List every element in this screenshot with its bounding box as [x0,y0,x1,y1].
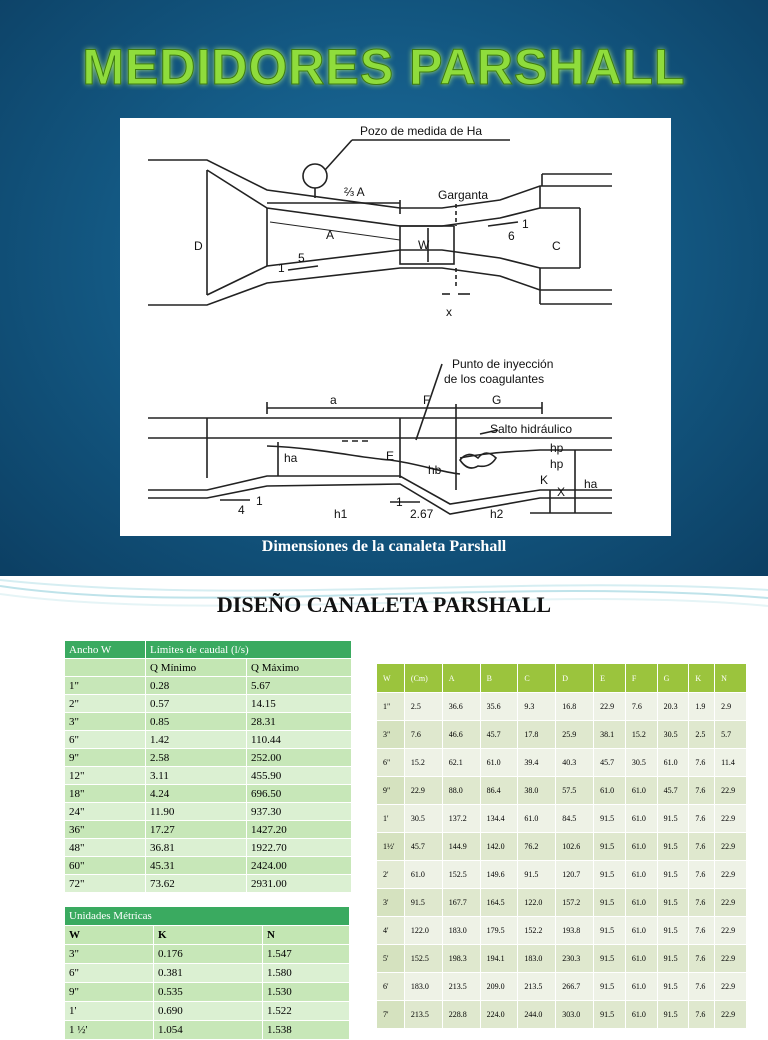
table-cell: 38.1 [594,721,626,749]
table-cell: 7.6 [689,861,715,889]
table-row [65,821,352,839]
table-cell: 45.7 [594,749,626,777]
table-cell: 36.6 [442,693,480,721]
table-cell: 198.3 [442,945,480,973]
table-cell: 0.85 [146,713,247,731]
header-cell: E [594,664,626,693]
table-cell: 14.15 [247,695,352,713]
table-cell: 48" [65,839,146,857]
parshall-diagram-svg [120,118,671,536]
table-cell: 120.7 [556,861,594,889]
table-cell: 7' [377,1001,405,1029]
table-cell: 36.81 [146,839,247,857]
metric-units-table [64,906,350,1040]
table-cell: 1½' [377,833,405,861]
table-cell: 152.2 [518,917,556,945]
table-title-row [65,907,350,926]
table-cell: 144.9 [442,833,480,861]
table-row [377,693,747,721]
table-cell: 25.9 [556,721,594,749]
table-cell: 22.9 [715,917,747,945]
table-cell: 7.6 [689,1001,715,1029]
table-cell: 22.9 [594,693,626,721]
table-cell: 91.5 [657,945,689,973]
table-cell: 40.3 [556,749,594,777]
table-cell: 179.5 [480,917,518,945]
table-cell: 157.2 [556,889,594,917]
table-cell: 2.58 [146,749,247,767]
metric-table-title: Unidades Métricas [65,907,350,926]
table-cell: 1.580 [263,964,350,983]
diagram-label-garganta: Garganta [438,188,489,202]
diagram-label-a-small: a [330,393,337,407]
table-row [377,861,747,889]
table-cell: 18" [65,785,146,803]
diagram-label-four: 4 [238,503,245,517]
design-title: DISEÑO CANALETA PARSHALL [216,592,552,617]
diagram-label-d: D [194,239,203,253]
table-cell: 22.9 [715,945,747,973]
table-row [65,785,352,803]
table-cell: 7.6 [689,805,715,833]
table-cell: 6" [377,749,405,777]
table-cell: 45.7 [480,721,518,749]
table-cell: 2.9 [715,693,747,721]
table-row [65,964,350,983]
diagram-label-two-thirds-a: ⅔ A [344,185,365,199]
table-cell: 7.6 [689,749,715,777]
header-w: W [65,926,154,945]
header-ancho-w: Ancho W [65,641,146,659]
table-cell: 1.522 [263,1002,350,1021]
table-cell: 61.0 [625,1001,657,1029]
table-cell: 61.0 [518,805,556,833]
table-cell: 167.7 [442,889,480,917]
table-cell: 61.0 [404,861,442,889]
table-cell: 455.90 [247,767,352,785]
header-cell: N [715,664,747,693]
dimensions-table-body [377,664,747,1029]
diagram-label-pozo: Pozo de medida de Ha [360,124,483,138]
table-cell: 5.67 [247,677,352,695]
diagram-label-g: G [492,393,502,407]
diagram-label-c: C [552,239,561,253]
dimensions-table [376,663,747,1029]
header-cell: K [689,664,715,693]
table-cell: 1.054 [154,1021,263,1040]
table-cell: 35.6 [480,693,518,721]
diagram-label-h2: h2 [490,507,504,521]
table-cell: 0.57 [146,695,247,713]
table-cell: 149.6 [480,861,518,889]
diagram-label-f: F [423,393,431,407]
table-cell: 61.0 [594,777,626,805]
diagram-label-one-mid: 1 [396,495,403,509]
table-cell: 30.5 [404,805,442,833]
table-cell: 1 ½' [65,1021,154,1040]
slide-title: MEDIDORES PARSHALL [82,39,686,95]
table-cell: 7.6 [689,777,715,805]
table-cell: 22.9 [715,777,747,805]
table-cell: 61.0 [625,861,657,889]
diagram-label-h1: h1 [334,507,348,521]
diagram-label-e: E [386,449,395,463]
table-row [377,1001,747,1029]
table-cell: 91.5 [657,889,689,917]
table-cell: 45.7 [404,833,442,861]
table-cell: 12" [65,767,146,785]
table-cell: 45.31 [146,857,247,875]
table-cell: 61.0 [625,889,657,917]
table-row [377,945,747,973]
table-cell: 39.4 [518,749,556,777]
table-cell: 102.6 [556,833,594,861]
table-cell: 4' [377,917,405,945]
diagram-label-x2: X [557,485,566,499]
table-cell: 2" [65,695,146,713]
table-cell: 91.5 [657,1001,689,1029]
table-cell: 252.00 [247,749,352,767]
caudal-table-body [65,677,352,893]
table-cell: 0.381 [154,964,263,983]
table-cell: 2424.00 [247,857,352,875]
table-cell: 61.0 [625,917,657,945]
table-cell: 22.9 [404,777,442,805]
header-k: K [154,926,263,945]
table-cell: 91.5 [594,889,626,917]
table-row [377,973,747,1001]
diagram-label-hp-1: hp [550,441,564,455]
table-cell: 9" [65,749,146,767]
table-cell: 72" [65,875,146,893]
header-cell: W [377,664,405,693]
header-cell: F [625,664,657,693]
table-cell: 61.0 [625,833,657,861]
diagram-label-slope-6: 6 [508,229,515,243]
table-cell: 3" [65,713,146,731]
table-cell: 3" [377,721,405,749]
table-cell: 244.0 [518,1001,556,1029]
diagram-label-one-left: 1 [256,494,263,508]
table-cell: 2.5 [689,721,715,749]
diagram-label-salto: Salto hidráulico [490,422,573,436]
table-cell: 303.0 [556,1001,594,1029]
table-cell: 73.62 [146,875,247,893]
table-cell: 38.0 [518,777,556,805]
diagram-label-a-big: A [326,228,335,242]
table-cell: 76.2 [518,833,556,861]
table-cell: 9.3 [518,693,556,721]
diagram-label-slope-1b: 1 [522,217,529,231]
table-cell: 230.3 [556,945,594,973]
diagram-label-hp-2: hp [550,457,564,471]
table-header-row [65,641,352,659]
diagram-label-x: x [446,305,452,319]
header-qmax: Q Máximo [247,659,352,677]
table-cell: 46.6 [442,721,480,749]
table-subheader-row [65,659,352,677]
table-cell: 20.3 [657,693,689,721]
table-row [65,713,352,731]
table-cell: 2.5 [404,693,442,721]
table-cell: 1.547 [263,945,350,964]
table-cell: 86.4 [480,777,518,805]
parshall-diagram [120,118,671,536]
table-cell: 61.0 [625,973,657,1001]
table-row [65,1002,350,1021]
diagram-label-punto-1: Punto de inyección [452,357,554,371]
diagram-label-two67: 2.67 [410,507,434,521]
table-cell: 3.11 [146,767,247,785]
table-cell: 193.8 [556,917,594,945]
table-cell: 164.5 [480,889,518,917]
table-row [65,749,352,767]
table-cell: 134.4 [480,805,518,833]
table-cell: 7.6 [689,917,715,945]
diagram-label-slope-5: 5 [298,251,305,265]
table-cell: 22.9 [715,973,747,1001]
table-cell: 3' [377,889,405,917]
table-cell: 22.9 [715,833,747,861]
table-cell: 91.5 [594,805,626,833]
table-row [65,677,352,695]
table-cell: 11.4 [715,749,747,777]
diagram-label-w: W [418,238,430,252]
table-cell: 91.5 [594,861,626,889]
table-cell: 122.0 [518,889,556,917]
table-cell: 1.42 [146,731,247,749]
table-cell: 24" [65,803,146,821]
table-cell: 0.176 [154,945,263,964]
table-cell: 36" [65,821,146,839]
table-cell: 6' [377,973,405,1001]
header-blank [65,659,146,677]
header-cell: (Cm) [404,664,442,693]
table-cell: 88.0 [442,777,480,805]
table-row [377,889,747,917]
header-cell: C [518,664,556,693]
table-cell: 30.5 [657,721,689,749]
diagram-label-punto-2: de los coagulantes [444,372,545,386]
table-cell: 91.5 [657,833,689,861]
table-cell: 91.5 [657,973,689,1001]
table-cell: 62.1 [442,749,480,777]
metric-table-body [65,945,350,1040]
table-row [377,777,747,805]
table-cell: 16.8 [556,693,594,721]
table-cell: 28.31 [247,713,352,731]
table-cell: 1" [65,677,146,695]
diagram-label-hb: hb [428,463,442,477]
table-cell: 937.30 [247,803,352,821]
table-cell: 1.530 [263,983,350,1002]
table-row [65,875,352,893]
table-row [377,917,747,945]
table-cell: 266.7 [556,973,594,1001]
table-cell: 5' [377,945,405,973]
table-row [65,983,350,1002]
header-n: N [263,926,350,945]
header-cell: A [442,664,480,693]
table-header-row [377,664,747,693]
table-row [377,805,747,833]
table-cell: 213.5 [518,973,556,1001]
diagram-label-slope-1a: 1 [278,261,285,275]
table-cell: 0.535 [154,983,263,1002]
table-row [65,731,352,749]
table-cell: 61.0 [625,777,657,805]
table-row [65,1021,350,1040]
table-cell: 91.5 [594,833,626,861]
table-cell: 91.5 [594,973,626,1001]
table-cell: 61.0 [625,945,657,973]
table-cell: 91.5 [657,917,689,945]
table-cell: 11.90 [146,803,247,821]
table-cell: 2' [377,861,405,889]
diagram-label-ha-left: ha [284,451,298,465]
table-cell: 0.690 [154,1002,263,1021]
table-cell: 1922.70 [247,839,352,857]
table-cell: 91.5 [594,917,626,945]
header-cell: G [657,664,689,693]
table-cell: 137.2 [442,805,480,833]
table-cell: 3" [65,945,154,964]
table-cell: 110.44 [247,731,352,749]
table-cell: 142.0 [480,833,518,861]
table-cell: 183.0 [442,917,480,945]
table-cell: 22.9 [715,889,747,917]
table-row [377,833,747,861]
table-cell: 152.5 [442,861,480,889]
table-cell: 17.8 [518,721,556,749]
table-cell: 61.0 [480,749,518,777]
table-cell: 30.5 [625,749,657,777]
table-cell: 91.5 [404,889,442,917]
table-cell: 61.0 [625,805,657,833]
table-cell: 17.27 [146,821,247,839]
table-cell: 0.28 [146,677,247,695]
table-row [65,695,352,713]
table-cell: 1' [377,805,405,833]
header-cell: B [480,664,518,693]
table-cell: 7.6 [689,973,715,1001]
table-row [65,767,352,785]
table-cell: 61.0 [657,749,689,777]
table-cell: 9" [65,983,154,1002]
table-cell: 1.9 [689,693,715,721]
diagram-caption: Dimensiones de la canaleta Parshall [261,538,507,555]
caudal-limits-table [64,640,352,893]
table-header-row [65,926,350,945]
table-cell: 7.6 [689,889,715,917]
table-cell: 122.0 [404,917,442,945]
table-cell: 183.0 [518,945,556,973]
table-row [65,857,352,875]
table-cell: 6" [65,731,146,749]
table-cell: 7.6 [404,721,442,749]
table-cell: 7.6 [689,833,715,861]
table-cell: 9" [377,777,405,805]
header-limits: Límites de caudal (l/s) [146,641,352,659]
table-cell: 91.5 [657,861,689,889]
table-cell: 15.2 [625,721,657,749]
table-cell: 213.5 [442,973,480,1001]
table-cell: 7.6 [625,693,657,721]
table-cell: 91.5 [657,805,689,833]
table-row [377,721,747,749]
table-row [65,803,352,821]
table-cell: 2931.00 [247,875,352,893]
table-cell: 22.9 [715,861,747,889]
table-cell: 6" [65,964,154,983]
table-row [377,749,747,777]
table-cell: 152.5 [404,945,442,973]
table-cell: 183.0 [404,973,442,1001]
table-cell: 1' [65,1002,154,1021]
table-cell: 15.2 [404,749,442,777]
table-cell: 91.5 [594,945,626,973]
table-cell: 4.24 [146,785,247,803]
table-cell: 224.0 [480,1001,518,1029]
table-cell: 209.0 [480,973,518,1001]
table-cell: 1" [377,693,405,721]
table-cell: 60" [65,857,146,875]
table-cell: 7.6 [689,945,715,973]
header-cell: D [556,664,594,693]
table-cell: 1427.20 [247,821,352,839]
table-cell: 57.5 [556,777,594,805]
header-qmin: Q Mínimo [146,659,247,677]
table-cell: 45.7 [657,777,689,805]
table-cell: 22.9 [715,1001,747,1029]
table-row [65,945,350,964]
table-cell: 91.5 [518,861,556,889]
table-row [65,839,352,857]
table-cell: 84.5 [556,805,594,833]
table-cell: 194.1 [480,945,518,973]
table-cell: 22.9 [715,805,747,833]
table-cell: 228.8 [442,1001,480,1029]
table-cell: 696.50 [247,785,352,803]
diagram-label-k: K [540,473,549,487]
table-cell: 5.7 [715,721,747,749]
table-cell: 91.5 [594,1001,626,1029]
diagram-label-ha-right: ha [584,477,598,491]
table-cell: 213.5 [404,1001,442,1029]
table-cell: 1.538 [263,1021,350,1040]
